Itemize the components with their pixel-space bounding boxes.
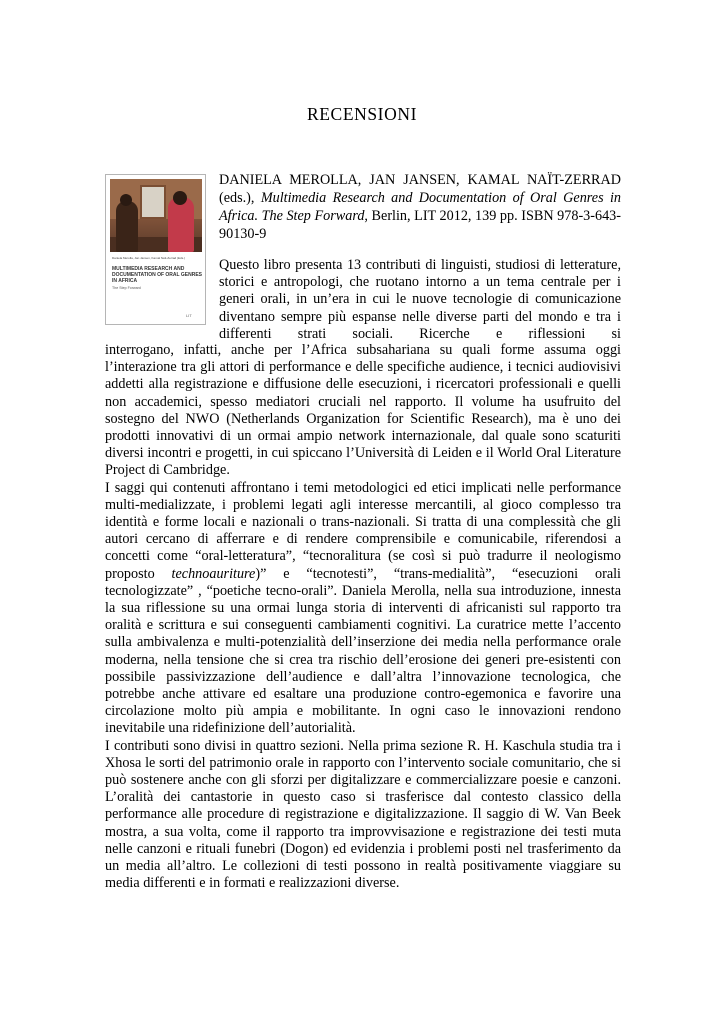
text-span: I saggi qui contenuti affrontano i temi metodologici ed etici implicati nelle performance multi-medializzate, i problemi legati agli interesse mercantili, al gioco complesso tra identità e forme locali e nazionali o trans-nazionali. Si tratta di una complessità che gli autori cercano di afferrare e di rendere comprensibile e comunicabile, riferendosi a concetti come “oral-letteratura”, “tecnoralitura (se così si può tradurre il neologismo proposto bbox=[105, 479, 621, 582]
cover-publisher: LIT bbox=[186, 313, 192, 318]
review-paragraph-intro: Questo libro presenta 13 contributi di linguisti, studiosi di letterature, storici e antropologi, che ruotano intorno a un tema centrale per i generi orali, in un’era in cui le nuove tecnologie di comunicazione diventano sempre più espanse nelle diverse parti del mondo e tra i differenti strati sociali. Ricerche e riflessioni si bbox=[219, 257, 621, 342]
cover-photo bbox=[110, 179, 202, 252]
book-authors: DANIELA MEROLLA, JAN JANSEN, KAMAL NAÏT-ZERRAD (eds.), bbox=[219, 172, 621, 206]
book-title: Multimedia Research and Documentation of Oral Genres in Africa. The Step Forward bbox=[219, 190, 621, 224]
cover-authors: Daniela Merolla, Jan Jansen, Kamal Naït-Zerrad (Eds.) bbox=[112, 256, 186, 260]
section-heading: RECENSIONI bbox=[306, 104, 418, 124]
book-details: , Berlin, LIT 2012, 139 pp. ISBN 978-3-643-90130-9 bbox=[219, 208, 621, 242]
review-paragraph bbox=[105, 480, 621, 738]
text-span: )” e “tecnotesti”, “trans-medialità”, “esecuzioni orali tecnologizzate” , “poetiche tecno-orali”. Daniela Merolla, nella sua introduzione, innesta la sua riflessione su una ormai lunga storia di interventi di africanisti sul rapporto tra oralità e scrittura e sui conseguenti cambiamenti cognitivi. La curatrice mette l’accento sulla ambivalenza e multi-potenzialità dell’inserzione dei media nella performance orale moderna, nella tensione che si crea tra rischio dell’erosione dei generi pre-esistenti con possibile passivizzazione dell’audience e dall’altra l’innovazione tecnologica, che potrebbe anche attivare ed esaltare una produzione contro-egemonica e favorire una circolazione molto più ampia e mobilitante. In ogni caso le innovazioni rendono inevitabile una ridefinizione dell’autorialità. bbox=[105, 565, 621, 737]
book-cover-image bbox=[105, 174, 206, 325]
review-paragraph: I contributi sono divisi in quattro sezioni. Nella prima sezione R. H. Kaschula studia tra i Xhosa le sorti del patrimonio orale in rapporto con l’intervento sociale comunitario, che si può sostenere anche con gli sforzi per digitalizzare e commercializzare poesie e canzoni. L’oralità dei cantastorie in questo caso si trasferisce dal contesto classico della performance alle procedure di registrazione e digitalizzazione. Il saggio di W. Van Beek mostra, a sua volta, come il rapporto tra improvvisazione e registrazione dei testi muta nelle canzoni e rituali funebri (Dogon) ed evidenzia i problemi posti nel trasferimento da un media all’altro. Le collezioni di testi possono in realtà positivamente viaggiare su media differenti e in formati e realizzazioni diverse. bbox=[105, 737, 621, 892]
italic-term: technoauriture bbox=[171, 565, 256, 582]
review-body bbox=[105, 342, 621, 893]
bibliographic-reference bbox=[219, 171, 621, 243]
cover-subtitle: The Step Forward bbox=[112, 286, 141, 290]
cover-title: MULTIMEDIA RESEARCH AND DOCUMENTATION OF ORAL GENRES IN AFRICA bbox=[112, 266, 202, 284]
review-paragraph: interrogano, infatti, anche per l’Africa subsahariana su quali forme assuma oggi l’interazione tra gli attori di performance e delle specifiche audience, i tecnici audiovisivi addetti alla registrazione e diffusione delle esecuzioni, i ricercatori professionali e quelli non accademici, spesso mediatori cruciali nel rapporto. Il volume ha usufruito del sostegno del NWO (Netherlands Organization for Scientific Research), ma è uno dei prodotti innovativi di un ormai ampio network internazionale, dal quale sono scaturiti diversi incontri e progetti, in cui spiccano l’Università di Leiden e il World Oral Literature Project di Cambridge. bbox=[105, 342, 621, 479]
